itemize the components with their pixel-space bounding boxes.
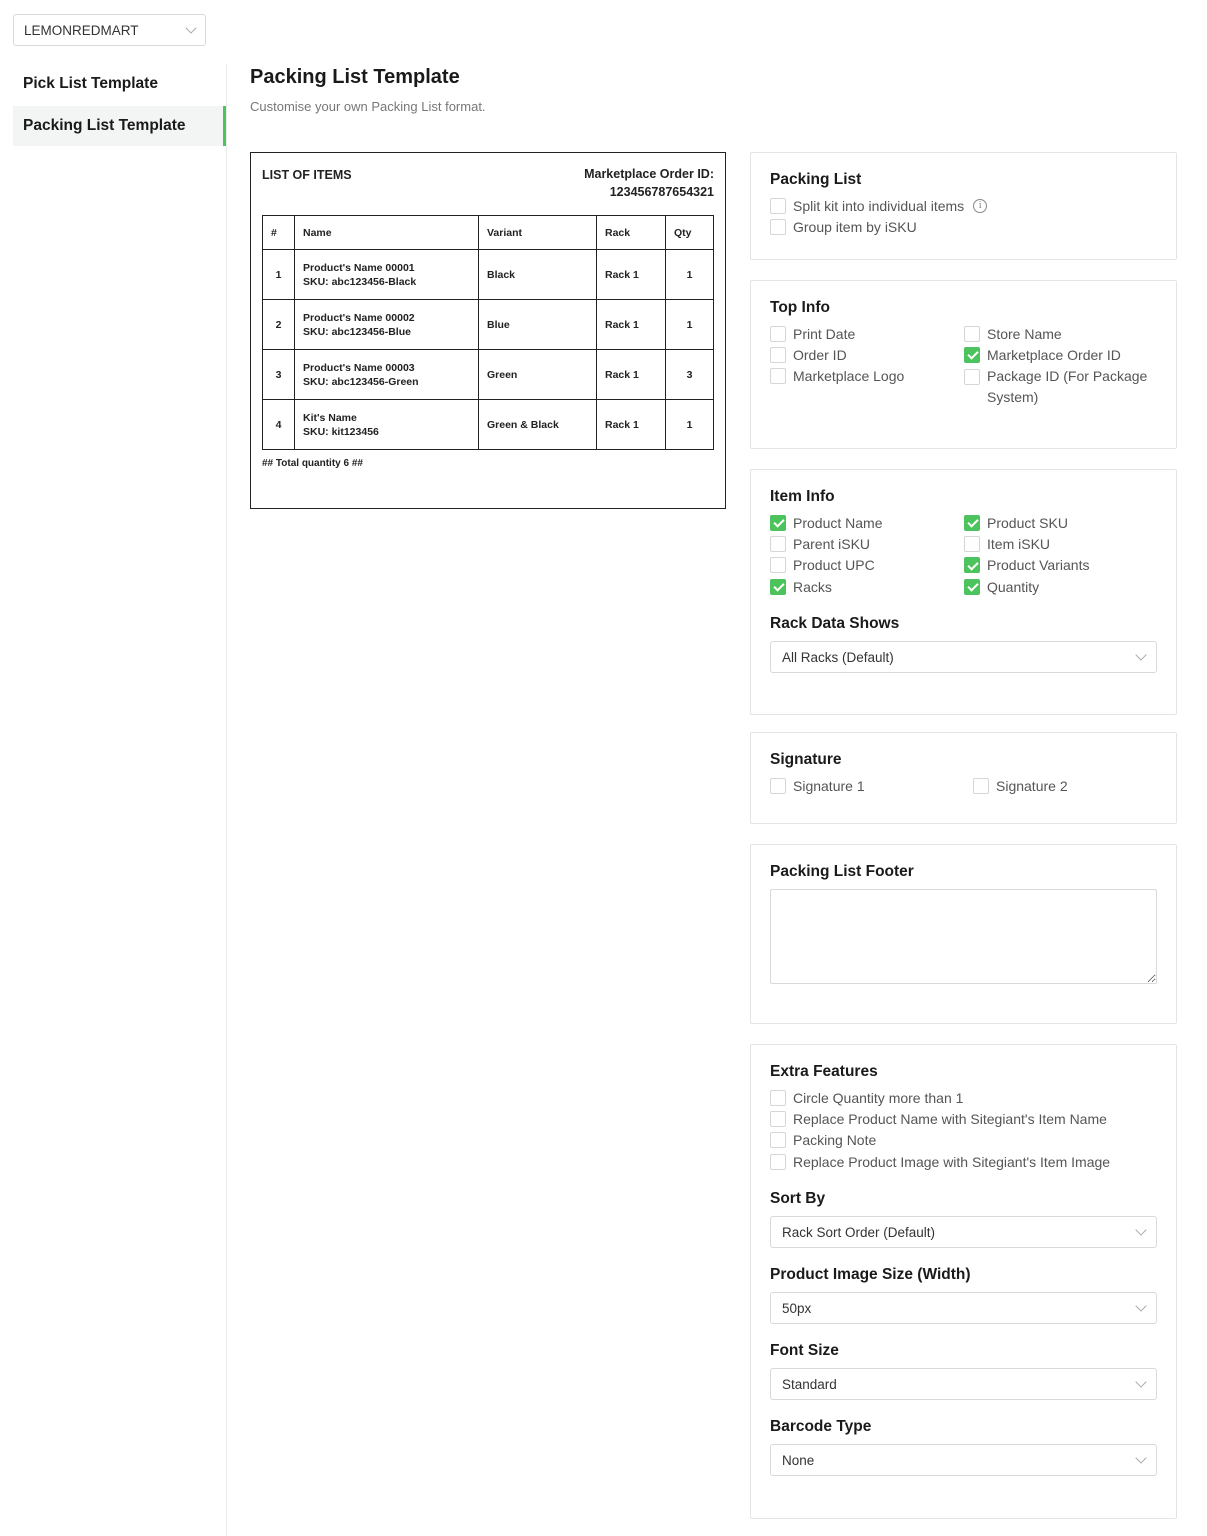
option-marketplace-order-id[interactable]	[964, 344, 1158, 365]
preview-order-info	[584, 165, 714, 201]
top-info-panel	[750, 280, 1177, 449]
preview-table-header	[263, 216, 714, 250]
font-size-label: Font Size	[770, 1342, 839, 1360]
footer-title: Packing List Footer	[770, 863, 914, 880]
chevron-down-icon	[185, 22, 196, 33]
barcode-type-value: None	[782, 1452, 815, 1468]
checkbox[interactable]	[973, 778, 989, 794]
barcode-type-select[interactable]	[770, 1444, 1157, 1476]
checkbox-checked[interactable]	[964, 515, 980, 531]
row-qty: 1	[666, 300, 714, 350]
checkbox[interactable]	[770, 1132, 786, 1148]
col-variant: Variant	[479, 216, 597, 250]
row-rack: Rack 1	[597, 400, 666, 450]
chevron-down-icon	[1135, 1453, 1146, 1464]
option-label: Packing Note	[793, 1132, 877, 1149]
page-subtitle: Customise your own Packing List format.	[250, 99, 486, 114]
col-name: Name	[295, 216, 479, 250]
option-signature-2[interactable]	[973, 775, 1167, 796]
row-rack: Rack 1	[597, 300, 666, 350]
option-parent-isku[interactable]	[770, 533, 964, 554]
option-replace-product-image[interactable]	[770, 1151, 1157, 1172]
preview-heading: LIST OF ITEMS	[262, 168, 352, 182]
checkbox[interactable]	[770, 198, 786, 214]
row-variant: Blue	[479, 300, 597, 350]
row-sku: SKU: abc123456-Black	[303, 275, 417, 288]
sidebar-item-pick-list[interactable]: Pick List Template	[23, 75, 158, 92]
col-qty: Qty	[666, 216, 714, 250]
preview-total: ## Total quantity 6 ##	[262, 458, 363, 469]
checkbox[interactable]	[770, 368, 786, 384]
chevron-down-icon	[1135, 650, 1146, 661]
checkbox[interactable]	[964, 369, 980, 385]
row-name-cell	[295, 300, 479, 350]
checkbox[interactable]	[770, 536, 786, 552]
option-split-kit[interactable]	[770, 195, 1157, 216]
option-label: Group item by iSKU	[793, 218, 917, 235]
row-rack: Rack 1	[597, 350, 666, 400]
option-item-isku[interactable]	[964, 533, 1158, 554]
option-package-id[interactable]	[964, 366, 1158, 408]
row-name: Product's Name 00001	[303, 261, 415, 274]
signature-title: Signature	[770, 751, 842, 768]
sort-by-select[interactable]	[770, 1216, 1157, 1248]
preview-order-id: 123456787654321	[609, 185, 714, 199]
checkbox[interactable]	[964, 536, 980, 552]
footer-panel	[750, 844, 1177, 1024]
row-qty: 3	[666, 350, 714, 400]
option-product-sku[interactable]	[964, 512, 1158, 533]
item-info-title: Item Info	[770, 488, 835, 505]
chevron-down-icon	[1135, 1225, 1146, 1236]
row-sku: SKU: abc123456-Green	[303, 375, 419, 388]
option-label: Store Name	[987, 325, 1062, 342]
checkbox-checked[interactable]	[964, 347, 980, 363]
option-label: Replace Product Name with Sitegiant's Item Name	[793, 1110, 1107, 1127]
row-no: 3	[263, 350, 295, 400]
option-marketplace-logo[interactable]	[770, 366, 964, 387]
table-row	[263, 350, 714, 400]
option-product-name[interactable]	[770, 512, 964, 533]
info-icon[interactable]: i	[973, 199, 987, 213]
checkbox[interactable]	[770, 557, 786, 573]
row-name-cell	[295, 400, 479, 450]
row-rack: Rack 1	[597, 250, 666, 300]
checkbox[interactable]	[770, 1154, 786, 1170]
signature-options	[770, 775, 1157, 796]
table-row	[263, 400, 714, 450]
packing-list-panel	[750, 152, 1177, 260]
option-store-name[interactable]	[964, 323, 1158, 344]
checkbox[interactable]	[770, 778, 786, 794]
checkbox[interactable]	[964, 326, 980, 342]
checkbox-checked[interactable]	[770, 579, 786, 595]
row-qty: 1	[666, 400, 714, 450]
option-label: Product UPC	[793, 557, 875, 574]
row-name: Kit's Name	[303, 411, 357, 424]
option-label: Package ID (For Package System)	[987, 367, 1148, 405]
preview-order-label: Marketplace Order ID:	[584, 167, 714, 181]
checkbox-checked[interactable]	[964, 557, 980, 573]
row-variant: Green & Black	[479, 400, 597, 450]
option-label: Split kit into individual items	[793, 197, 965, 214]
row-no: 4	[263, 400, 295, 450]
row-no: 1	[263, 250, 295, 300]
sidebar	[13, 64, 227, 1536]
sidebar-item-packing-list[interactable]: Packing List Template	[13, 106, 226, 146]
image-size-value: 50px	[782, 1300, 812, 1316]
chevron-down-icon	[1135, 1377, 1146, 1388]
row-sku: SKU: abc123456-Blue	[303, 325, 411, 338]
option-product-variants[interactable]	[964, 555, 1158, 576]
option-label: Marketplace Logo	[793, 368, 905, 385]
option-group-isku[interactable]	[770, 216, 1157, 237]
item-info-panel	[750, 469, 1177, 715]
rack-data-label: Rack Data Shows	[770, 615, 900, 633]
col-rack: Rack	[597, 216, 666, 250]
top-info-title: Top Info	[770, 299, 830, 316]
option-replace-product-name[interactable]	[770, 1108, 1157, 1129]
option-label: Signature 1	[793, 777, 865, 794]
option-print-date[interactable]	[770, 323, 964, 344]
option-label: Racks	[793, 578, 832, 595]
item-info-options	[770, 512, 1157, 597]
option-label: Item iSKU	[987, 535, 1051, 552]
font-size-value: Standard	[782, 1376, 837, 1392]
row-variant: Green	[479, 350, 597, 400]
option-label: Print Date	[793, 325, 856, 342]
option-packing-note[interactable]	[770, 1130, 1157, 1151]
checkbox[interactable]	[770, 1090, 786, 1106]
extra-features-title: Extra Features	[770, 1063, 878, 1080]
option-label: Parent iSKU	[793, 535, 871, 552]
col-no: #	[263, 216, 295, 250]
option-label: Product SKU	[987, 514, 1068, 531]
checkbox[interactable]	[770, 326, 786, 342]
row-name-cell	[295, 250, 479, 300]
row-qty: 1	[666, 250, 714, 300]
option-label: Product Name	[793, 514, 883, 531]
packing-list-title: Packing List	[770, 171, 862, 188]
option-label: Replace Product Image with Sitegiant's Item Image	[793, 1153, 1111, 1170]
image-size-select[interactable]	[770, 1292, 1157, 1324]
row-no: 2	[263, 300, 295, 350]
rack-data-value: All Racks (Default)	[782, 649, 894, 665]
row-sku: SKU: kit123456	[303, 425, 379, 438]
checkbox-checked[interactable]	[964, 579, 980, 595]
table-row	[263, 300, 714, 350]
sort-by-label: Sort By	[770, 1190, 826, 1208]
row-name: Product's Name 00002	[303, 311, 415, 324]
table-row	[263, 250, 714, 300]
option-product-upc[interactable]	[770, 555, 964, 576]
option-label: Product Variants	[987, 557, 1090, 574]
footer-textarea[interactable]	[770, 889, 1157, 984]
checkbox-checked[interactable]	[770, 515, 786, 531]
option-circle-quantity[interactable]	[770, 1087, 1157, 1108]
signature-panel	[750, 732, 1177, 824]
option-quantity[interactable]	[964, 576, 1158, 597]
preview-header	[262, 165, 714, 215]
row-variant: Black	[479, 250, 597, 300]
option-label: Order ID	[793, 346, 847, 363]
option-signature-1[interactable]	[770, 775, 973, 796]
option-label: Marketplace Order ID	[987, 346, 1121, 363]
checkbox[interactable]	[770, 219, 786, 235]
packing-list-preview	[250, 152, 726, 509]
option-label: Signature 2	[996, 777, 1068, 794]
store-select-value: LEMONREDMART	[24, 22, 139, 38]
checkbox[interactable]	[770, 347, 786, 363]
page-title: Packing List Template	[250, 66, 460, 88]
option-racks[interactable]	[770, 576, 964, 597]
image-size-label: Product Image Size (Width)	[770, 1266, 971, 1284]
sort-by-value: Rack Sort Order (Default)	[782, 1224, 936, 1240]
chevron-down-icon	[1135, 1301, 1146, 1312]
top-info-options	[770, 323, 1157, 408]
store-select[interactable]	[13, 14, 206, 46]
preview-table	[262, 215, 714, 450]
row-name-cell	[295, 350, 479, 400]
row-name: Product's Name 00003	[303, 361, 415, 374]
option-label: Circle Quantity more than 1	[793, 1089, 964, 1106]
option-label: Quantity	[987, 578, 1040, 595]
font-size-select[interactable]	[770, 1368, 1157, 1400]
checkbox[interactable]	[770, 1111, 786, 1127]
extra-features-panel	[750, 1044, 1177, 1519]
barcode-type-label: Barcode Type	[770, 1418, 872, 1436]
rack-data-select[interactable]	[770, 641, 1157, 673]
option-order-id[interactable]	[770, 344, 964, 365]
